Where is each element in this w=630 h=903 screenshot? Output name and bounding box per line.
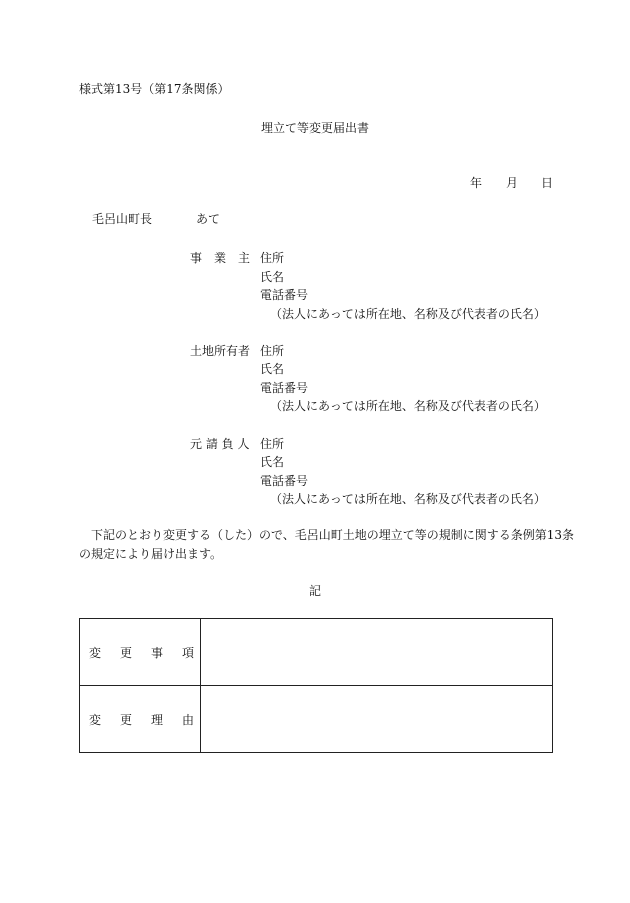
party-name-label: 氏名 [260, 362, 285, 376]
party-role: 事 業 主 [190, 251, 251, 265]
party-role: 元 請 負 人 [190, 437, 250, 451]
party-phone-label: 電話番号 [260, 381, 309, 395]
label-char: 変 [89, 645, 102, 660]
date-month: 月 [506, 176, 519, 190]
table-row [80, 619, 553, 686]
label-char: 変 [89, 712, 102, 727]
body-line-1: 下記のとおり変更する（した）ので、毛呂山町土地の埋立て等の規制に関する条例第13条 [79, 528, 575, 542]
party-address-label: 住所 [260, 437, 285, 451]
party-address-label: 住所 [260, 344, 285, 358]
label-char: 更 [119, 712, 132, 727]
date-year: 年 [470, 176, 483, 190]
party-name-label: 氏名 [260, 270, 285, 284]
change-item-value-cell[interactable] [201, 619, 553, 686]
party-role: 土地所有者 [190, 344, 251, 358]
label-char: 由 [181, 712, 194, 727]
party-note: （法人にあっては所在地、名称及び代表者の氏名） [270, 492, 546, 506]
party-phone-label: 電話番号 [260, 474, 309, 488]
form-number: 様式第13号（第17条関係） [79, 82, 230, 96]
change-item-label-cell [80, 619, 201, 686]
party-note: （法人にあっては所在地、名称及び代表者の氏名） [270, 307, 546, 321]
change-reason-label-cell [80, 686, 201, 753]
ki-heading: 記 [308, 584, 321, 598]
date-day: 日 [541, 176, 554, 190]
label-char: 事 [150, 645, 163, 660]
party-note: （法人にあっては所在地、名称及び代表者の氏名） [270, 399, 546, 413]
addressee-name: 毛呂山町長 [92, 212, 153, 226]
change-reason-value-cell[interactable] [201, 686, 553, 753]
label-char: 更 [119, 645, 132, 660]
label-char: 項 [181, 645, 194, 660]
document-title: 埋立て等変更届出書 [260, 121, 369, 135]
label-char: 理 [150, 712, 163, 727]
party-address-label: 住所 [260, 251, 285, 265]
party-phone-label: 電話番号 [260, 288, 309, 302]
party-name-label: 氏名 [260, 455, 285, 469]
change-table [79, 618, 553, 753]
table-row [80, 686, 553, 753]
body-line-2: の規定により届け出ます。 [79, 547, 223, 561]
addressee-suffix: あて [196, 212, 221, 226]
